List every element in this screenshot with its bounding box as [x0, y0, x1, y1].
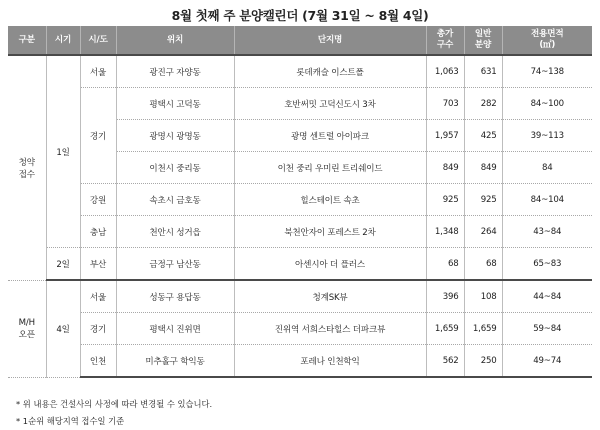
group-subscription [8, 55, 46, 280]
header-total-units-line1: 총가 [436, 29, 454, 40]
general-units-cell: 108 [464, 280, 502, 313]
total-units-cell: 1,957 [426, 120, 464, 152]
total-units-cell: 1,659 [426, 313, 464, 345]
region-cell: 인천 [80, 345, 116, 378]
area-cell: 84~104 [502, 184, 592, 216]
date-cell: 4일 [46, 280, 80, 377]
general-units-cell: 264 [464, 216, 502, 248]
area-cell: 49~74 [502, 345, 592, 378]
area-cell: 74~138 [502, 55, 592, 88]
header-row [8, 26, 592, 55]
table-row [8, 216, 592, 248]
header-total-units-line2: 구수 [436, 40, 454, 50]
complex-cell: 호반써밋 고덕신도시 3차 [234, 88, 426, 120]
header-total-units [426, 26, 464, 55]
region-cell: 부산 [80, 248, 116, 281]
region-cell: 서울 [80, 55, 116, 88]
location-cell: 이천시 중리동 [116, 152, 234, 184]
header-general-units [464, 26, 502, 55]
complex-cell: 이천 중리 우미린 트리쉐이드 [234, 152, 426, 184]
general-units-cell: 631 [464, 55, 502, 88]
area-cell: 44~84 [502, 280, 592, 313]
general-units-cell: 925 [464, 184, 502, 216]
total-units-cell: 68 [426, 248, 464, 281]
total-units-cell: 849 [426, 152, 464, 184]
location-cell: 평택시 진위면 [116, 313, 234, 345]
table-row [8, 280, 592, 313]
group-subscription-line2: 접수 [18, 169, 35, 180]
header-region: 시/도 [80, 26, 116, 55]
table-row [8, 88, 592, 120]
header-location: 위치 [116, 26, 234, 55]
region-cell: 서울 [80, 280, 116, 313]
complex-cell: 청계SK뷰 [234, 280, 426, 313]
location-cell: 속초시 금호동 [116, 184, 234, 216]
area-cell: 65~83 [502, 248, 592, 281]
location-cell: 평택시 고덕동 [116, 88, 234, 120]
complex-cell: 힐스테이트 속초 [234, 184, 426, 216]
table-row [8, 313, 592, 345]
header-complex: 단지명 [234, 26, 426, 55]
region-cell: 경기 [80, 313, 116, 345]
region-cell: 충남 [80, 216, 116, 248]
group-modelhouse [8, 280, 46, 377]
location-cell: 금정구 남산동 [116, 248, 234, 281]
header-area-line1: 전용면적 [531, 29, 564, 40]
header-general-units-line1: 일반 [474, 29, 492, 40]
area-cell: 84 [502, 152, 592, 184]
region-cell: 경기 [80, 88, 116, 184]
header-date: 시기 [46, 26, 80, 55]
page-title: 8월 첫째 주 분양캘린더 (7월 31일 ~ 8월 4일) [171, 8, 429, 23]
area-cell: 43~84 [502, 216, 592, 248]
complex-cell: 롯데캐슬 이스트폴 [234, 55, 426, 88]
footnote: * 1순위 해당지역 접수일 기준 [16, 416, 125, 426]
general-units-cell: 250 [464, 345, 502, 378]
table-row [8, 184, 592, 216]
complex-cell: 아센시아 더 플러스 [234, 248, 426, 281]
header-general-units-line2: 분양 [474, 40, 492, 50]
sales-calendar-table [8, 26, 592, 378]
total-units-cell: 396 [426, 280, 464, 313]
area-cell: 59~84 [502, 313, 592, 345]
location-cell: 천안시 성거읍 [116, 216, 234, 248]
general-units-cell: 68 [464, 248, 502, 281]
complex-cell: 북천안자이 포레스트 2차 [234, 216, 426, 248]
complex-cell: 포레나 인천학익 [234, 345, 426, 378]
table-row [8, 55, 592, 88]
general-units-cell: 1,659 [464, 313, 502, 345]
group-modelhouse-line2: 오픈 [18, 329, 35, 340]
location-cell: 광진구 자양동 [116, 55, 234, 88]
footnotes [16, 396, 212, 430]
table-row [8, 248, 592, 281]
complex-cell: 진위역 서희스타힐스 더파크뷰 [234, 313, 426, 345]
header-category: 구분 [8, 26, 46, 55]
location-cell: 광명시 광명동 [116, 120, 234, 152]
total-units-cell: 1,063 [426, 55, 464, 88]
group-subscription-line1: 청약 [18, 157, 35, 168]
region-cell: 강원 [80, 184, 116, 216]
complex-cell: 광명 센트럴 아이파크 [234, 120, 426, 152]
date-cell: 2일 [46, 248, 80, 281]
location-cell: 성동구 용답동 [116, 280, 234, 313]
table-row [8, 345, 592, 378]
total-units-cell: 562 [426, 345, 464, 378]
total-units-cell: 925 [426, 184, 464, 216]
general-units-cell: 425 [464, 120, 502, 152]
area-cell: 39~113 [502, 120, 592, 152]
total-units-cell: 703 [426, 88, 464, 120]
date-cell: 1일 [46, 55, 80, 248]
total-units-cell: 1,348 [426, 216, 464, 248]
header-area [502, 26, 592, 55]
general-units-cell: 282 [464, 88, 502, 120]
header-area-line2: (㎡) [539, 40, 556, 50]
general-units-cell: 849 [464, 152, 502, 184]
area-cell: 84~100 [502, 88, 592, 120]
footnote: * 위 내용은 건설사의 사정에 따라 변경될 수 있습니다. [16, 399, 213, 409]
group-modelhouse-line1: M/H [18, 317, 35, 328]
location-cell: 미추홀구 학익동 [116, 345, 234, 378]
